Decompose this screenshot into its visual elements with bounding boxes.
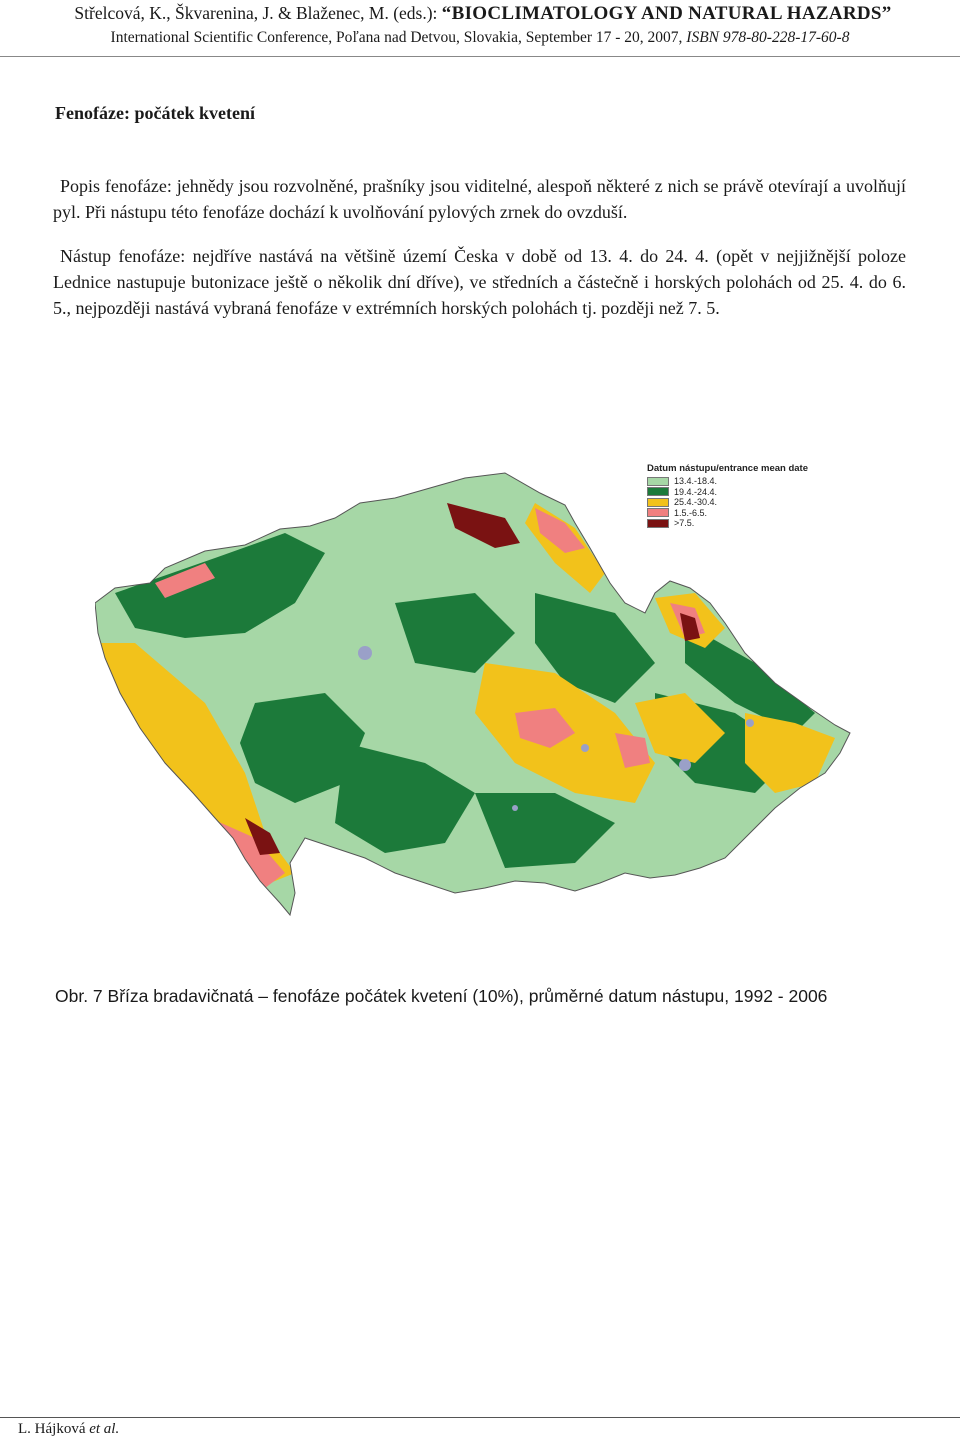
- header-conference-title: “BIOCLIMATOLOGY AND NATURAL HAZARDS”: [441, 3, 892, 24]
- running-footer: [18, 1421, 119, 1438]
- footer-author: L. Hájková: [18, 1421, 86, 1437]
- map-legend: [647, 463, 847, 529]
- paragraph-onset-text: Nástup fenofáze: nejdříve nastává na většině území Česka v době od 13. 4. do 24. 4. (opět v nejjižnější poloze Lednice nastupuje butonizace ještě o několik dní dříve), ve středních a částečně i horských polohách od 25. 4. do 6. 5., nejpozději nastává vybraná fenofáze v extrémních horských polohách tj. později než 7. 5.: [53, 246, 906, 318]
- header-authors: Střelcová, K., Škvarenina, J. & Blaženec, M. (eds.):: [74, 3, 438, 23]
- city-marker: [581, 744, 589, 752]
- city-marker: [358, 646, 372, 660]
- legend-title: Datum nástupu/entrance mean date: [647, 463, 809, 474]
- paragraph-description-text: Popis fenofáze: jehnědy jsou rozvolněné, prašníky jsou viditelné, alespoň některé z nich se právě otevírají a uvolňují pyl. Při nástupu této fenofáze dochází k uvolňování pylových zrnek do ovzduší.: [53, 176, 906, 222]
- phenology-map: [95, 463, 960, 978]
- legend-swatch: [647, 519, 669, 528]
- section-title: Fenofáze: počátek kvetení: [55, 103, 255, 123]
- legend-item: [647, 518, 717, 529]
- legend-item: [647, 497, 717, 508]
- legend-label: 19.4.-24.4.: [674, 486, 718, 497]
- legend-item: [647, 508, 717, 519]
- map-regions: [95, 463, 960, 978]
- legend-swatch: [647, 498, 669, 507]
- legend-item: [647, 487, 717, 498]
- legend-label: 13.4.-18.4.: [674, 476, 718, 487]
- legend-label: 25.4.-30.4.: [674, 497, 718, 508]
- footer-et-al: et al.: [89, 1421, 120, 1437]
- legend-label: >7.5.: [674, 518, 695, 529]
- city-marker: [746, 719, 754, 727]
- paragraph-description: [53, 173, 906, 225]
- legend-list: [647, 476, 717, 529]
- phenology-map-figure: [95, 463, 960, 978]
- running-header: [0, 0, 960, 56]
- city-marker: [679, 759, 691, 771]
- legend-label: 1.5.-6.5.: [674, 507, 708, 518]
- header-authors-line: [38, 3, 928, 25]
- header-divider: [0, 56, 960, 57]
- legend-swatch: [647, 508, 669, 517]
- header-conference-line: [30, 29, 930, 47]
- header-conference-info: International Scientific Conference, Poľana nad Detvou, Slovakia, September 17 - 20, 2007,: [110, 29, 683, 46]
- footer-divider: [0, 1417, 960, 1418]
- legend-swatch: [647, 487, 669, 496]
- legend-item: [647, 476, 717, 487]
- city-marker: [512, 805, 518, 811]
- figure-caption: Obr. 7 Bříza bradavičnatá – fenofáze počátek kvetení (10%), průměrné datum nástupu, 1992 - 2006: [55, 986, 828, 1006]
- legend-swatch: [647, 477, 669, 486]
- header-isbn: ISBN 978-80-228-17-60-8: [686, 29, 850, 46]
- paragraph-onset: [53, 243, 906, 321]
